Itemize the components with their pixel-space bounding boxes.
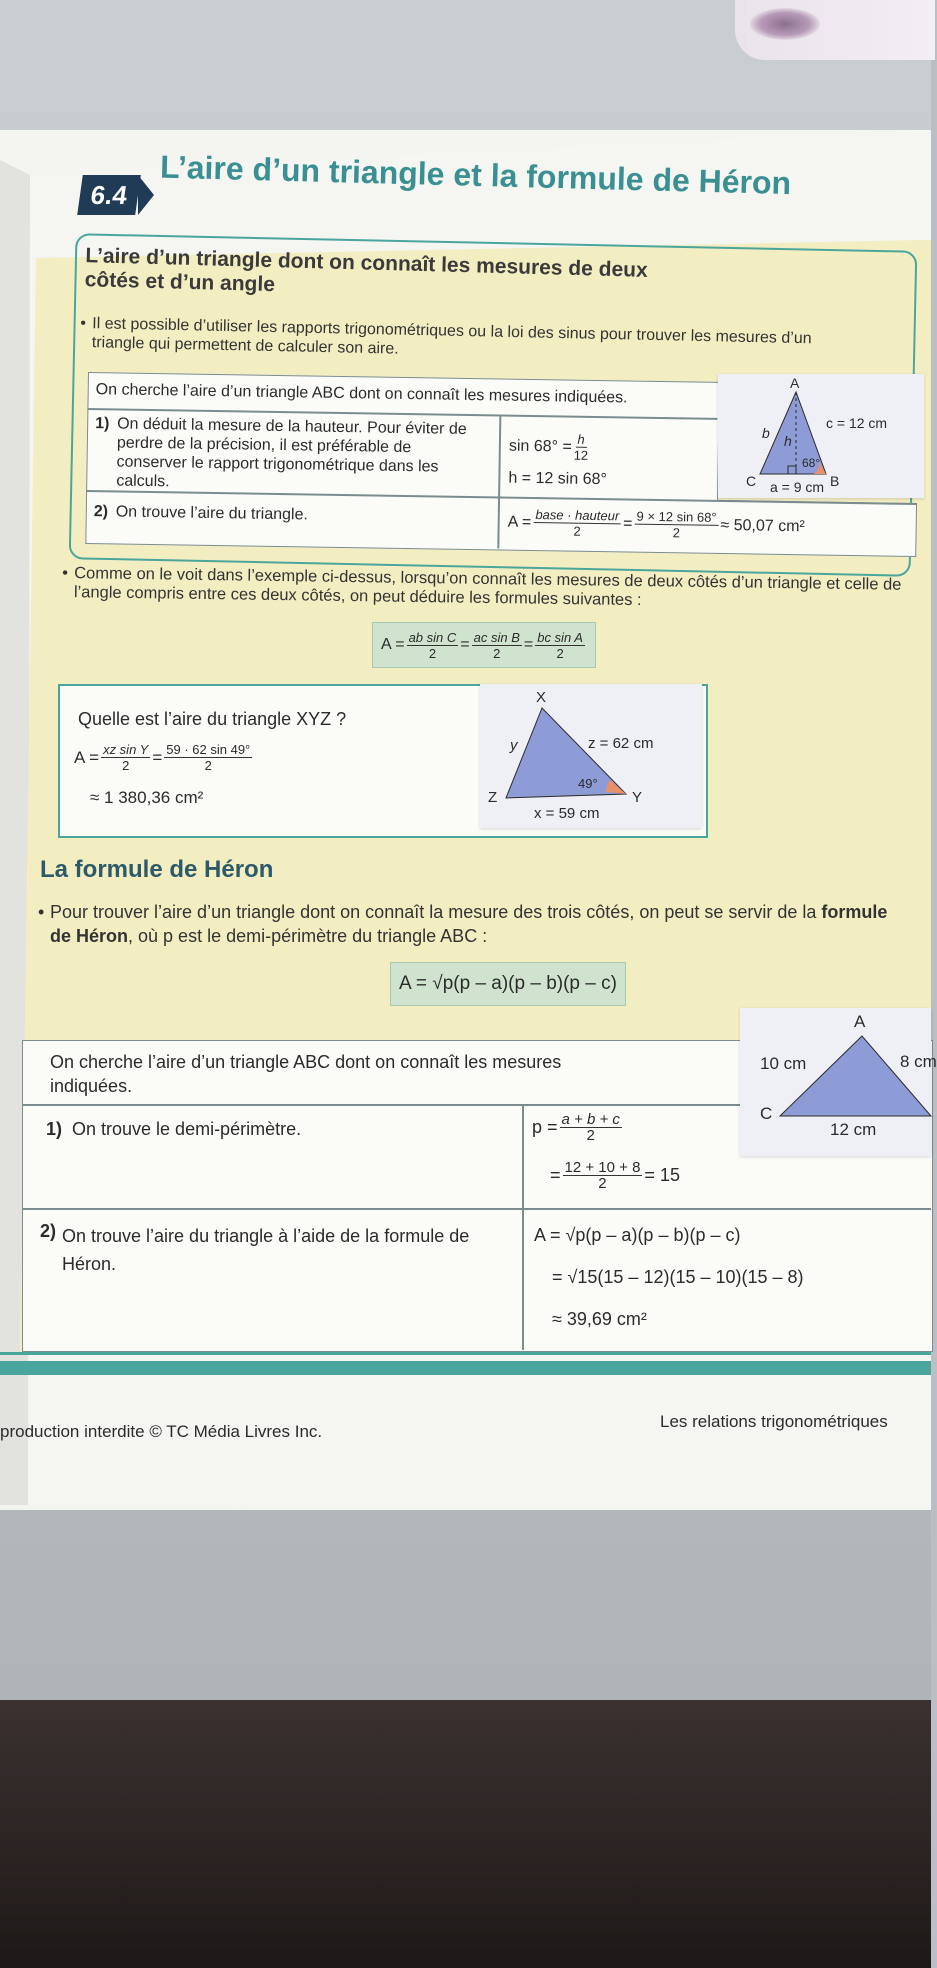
fig1-c: c = 12 cm — [826, 415, 888, 431]
example-result: ≈ 1 380,36 cm² — [90, 788, 204, 807]
heron-step2-line1: A = √p(p – a)(p – b)(p – c) — [534, 1225, 741, 1245]
ex-A: A = — [74, 748, 100, 767]
fig1-a: a = 9 cm — [770, 479, 825, 495]
heron-step1-f1 — [532, 1112, 624, 1143]
hs1-n1: a + b + c — [561, 1111, 620, 1128]
f2-frac1 — [533, 507, 621, 539]
heron-intro — [38, 900, 898, 948]
example-box — [58, 684, 708, 838]
fig2-Z: Z — [488, 789, 498, 806]
heron-step1-f2 — [550, 1160, 680, 1191]
hs1-d1: 2 — [586, 1127, 595, 1144]
ex-n2: 59 · 62 sin 49° — [166, 742, 251, 757]
f1-den: 12 — [573, 447, 589, 463]
sine-area-formulas — [372, 622, 596, 668]
part1-step1-formula2: h = 12 sin 68° — [508, 469, 607, 489]
hs1-p: p = — [532, 1117, 558, 1137]
part1-step2-text: On trouve l’aire du triangle. — [115, 503, 309, 524]
fig2-X: X — [536, 689, 547, 706]
part1-table-header: On cherche l’aire d’un triangle ABC dont on connaît les mesures indiquées. — [95, 381, 628, 407]
ex-n1: xz sin Y — [103, 742, 149, 757]
sf-frac2 — [472, 630, 522, 661]
heron-triangle-figure — [740, 1008, 937, 1156]
f1-frac — [574, 432, 589, 463]
heron-intro-2: , où p est le demi-périmètre du triangle ABC : — [128, 926, 488, 946]
f1-num: h — [575, 432, 586, 448]
badge-arrow — [138, 175, 154, 215]
fig2-z: z = 62 cm — [588, 735, 654, 752]
part1-step1-num: 1) — [95, 415, 110, 433]
sf-d3: 2 — [556, 645, 564, 661]
f2-frac2 — [634, 509, 718, 541]
fig2-y: y — [510, 737, 518, 754]
f2-eq: = — [622, 515, 633, 533]
part1-intro-text: • Il est possible d’utiliser les rapports trigonométriques ou la loi des sinus pour trouver les mesures d’un triangle qui permettent de calculer son aire. — [80, 314, 851, 368]
heron-table-header: On cherche l’aire d’un triangle ABC dont on connaît les mesures indiquées. — [50, 1052, 562, 1096]
sf-n3: bc sin A — [537, 629, 583, 645]
fig3-left: 10 cm — [760, 1054, 807, 1073]
triangle-xyz-figure — [480, 684, 702, 828]
f2-num1: base · hauteur — [533, 507, 621, 524]
ex-frac1 — [101, 742, 150, 773]
hs1-frac2 — [563, 1160, 643, 1191]
heron-step1-num: 1) — [46, 1119, 63, 1139]
hs1-d2: 2 — [598, 1175, 607, 1192]
heron-formula: A = √p(p – a)(p – b)(p – c) — [390, 962, 626, 1006]
sf-d1: 2 — [428, 645, 437, 661]
sf-eq1: = — [460, 636, 470, 653]
fig1-B: B — [830, 473, 840, 489]
sf-eq2: = — [523, 636, 534, 653]
heron-vline — [522, 1104, 524, 1350]
fig1-C: C — [746, 473, 757, 489]
fig2-angle: 49° — [578, 776, 598, 791]
page-title: L’aire d’un triangle et la formule de Héron — [159, 148, 792, 202]
example-question: Quelle est l’aire du triangle XYZ ? — [78, 709, 347, 729]
hs1-frac1 — [560, 1112, 622, 1143]
fig3-right: 8 cm — [900, 1052, 937, 1071]
part1-step1-text: On déduit la mesure de la hauteur. Pour éviter de perdre de la précision, il est préférable de conserver le rapport trigonométrique dans les calculs. — [116, 415, 467, 491]
hs1-result: = 15 — [644, 1165, 680, 1185]
footer-copyright: production interdite © TC Média Livres Inc. — [0, 1422, 323, 1441]
heron-step2-line3: ≈ 39,69 cm² — [552, 1309, 647, 1329]
sf-frac3 — [535, 630, 585, 661]
f2-den2: 2 — [672, 525, 681, 541]
hs1-n2: 12 + 10 + 8 — [564, 1159, 641, 1176]
heron-intro-bold: formule de Héron — [50, 902, 888, 946]
heron-intro-text — [38, 900, 898, 948]
fig1-A: A — [790, 375, 800, 391]
heron-intro-1: Pour trouver l’aire d’un triangle dont on connaît la mesure des trois côtés, on peut se servir de la — [50, 902, 822, 922]
sf-d2: 2 — [493, 645, 501, 661]
footer-chapter: Les relations trigonométriques — [660, 1412, 888, 1431]
part1-step1-formula1 — [509, 431, 591, 463]
hs1-eq: = — [550, 1165, 561, 1185]
heron-line2 — [22, 1208, 931, 1210]
f2-den1: 2 — [573, 523, 581, 539]
fig1-b: b — [762, 425, 770, 441]
heron-line1 — [22, 1104, 742, 1106]
heron-step1-text: On trouve le demi-périmètre. — [72, 1119, 302, 1139]
f2-num2: 9 × 12 sin 68° — [634, 509, 718, 526]
fig2-x: x = 59 cm — [534, 805, 600, 822]
part1-subtitle: L’aire d’un triangle dont on connaît les mesures de deux côtés et d’un angle — [84, 244, 648, 297]
sf-n1: ab sin C — [408, 629, 457, 645]
fig2-Y: Y — [632, 789, 643, 806]
f1-left: sin 68° = — [508, 437, 572, 456]
section-badge: 6.4 — [77, 175, 141, 215]
fig3-C: C — [760, 1104, 773, 1123]
example-formula — [74, 742, 254, 773]
fig1-h: h — [784, 433, 792, 449]
part1-step2-num: 2) — [93, 503, 109, 521]
sf-frac1 — [407, 630, 459, 661]
ex-frac2 — [164, 742, 252, 773]
heron-step2-text: On trouve l’aire du triangle à l’aide de la formule de Héron. — [62, 1226, 470, 1274]
part1-step2-formula — [507, 507, 805, 543]
ex-d1: 2 — [122, 758, 130, 773]
ex-eq: = — [152, 748, 163, 767]
heron-title: La formule de Héron — [40, 856, 274, 883]
sf-A: A = — [381, 636, 405, 653]
fig3-bottom: 12 cm — [830, 1120, 877, 1139]
fig1-angle: 68° — [802, 456, 821, 470]
fig3-A: A — [854, 1012, 866, 1031]
sf-n2: ac sin B — [473, 629, 520, 645]
f2-result: ≈ 50,07 cm² — [720, 516, 805, 536]
heron-step2-num: 2) — [40, 1221, 57, 1241]
ex-d2: 2 — [204, 758, 212, 773]
triangle-abc-figure — [718, 374, 924, 498]
part1-conclusion-text: • Comme on le voit dans l’exemple ci-dessus, lorsqu’on connaît les mesures de deux côtés d’un triangle et celle de l’angle compris entre ces deux côtés, on peut déduire les formules suivantes : — [62, 564, 922, 614]
f2-A: A = — [507, 513, 532, 531]
heron-step2-line2: = √15(15 – 12)(15 – 10)(15 – 8) — [552, 1267, 804, 1287]
